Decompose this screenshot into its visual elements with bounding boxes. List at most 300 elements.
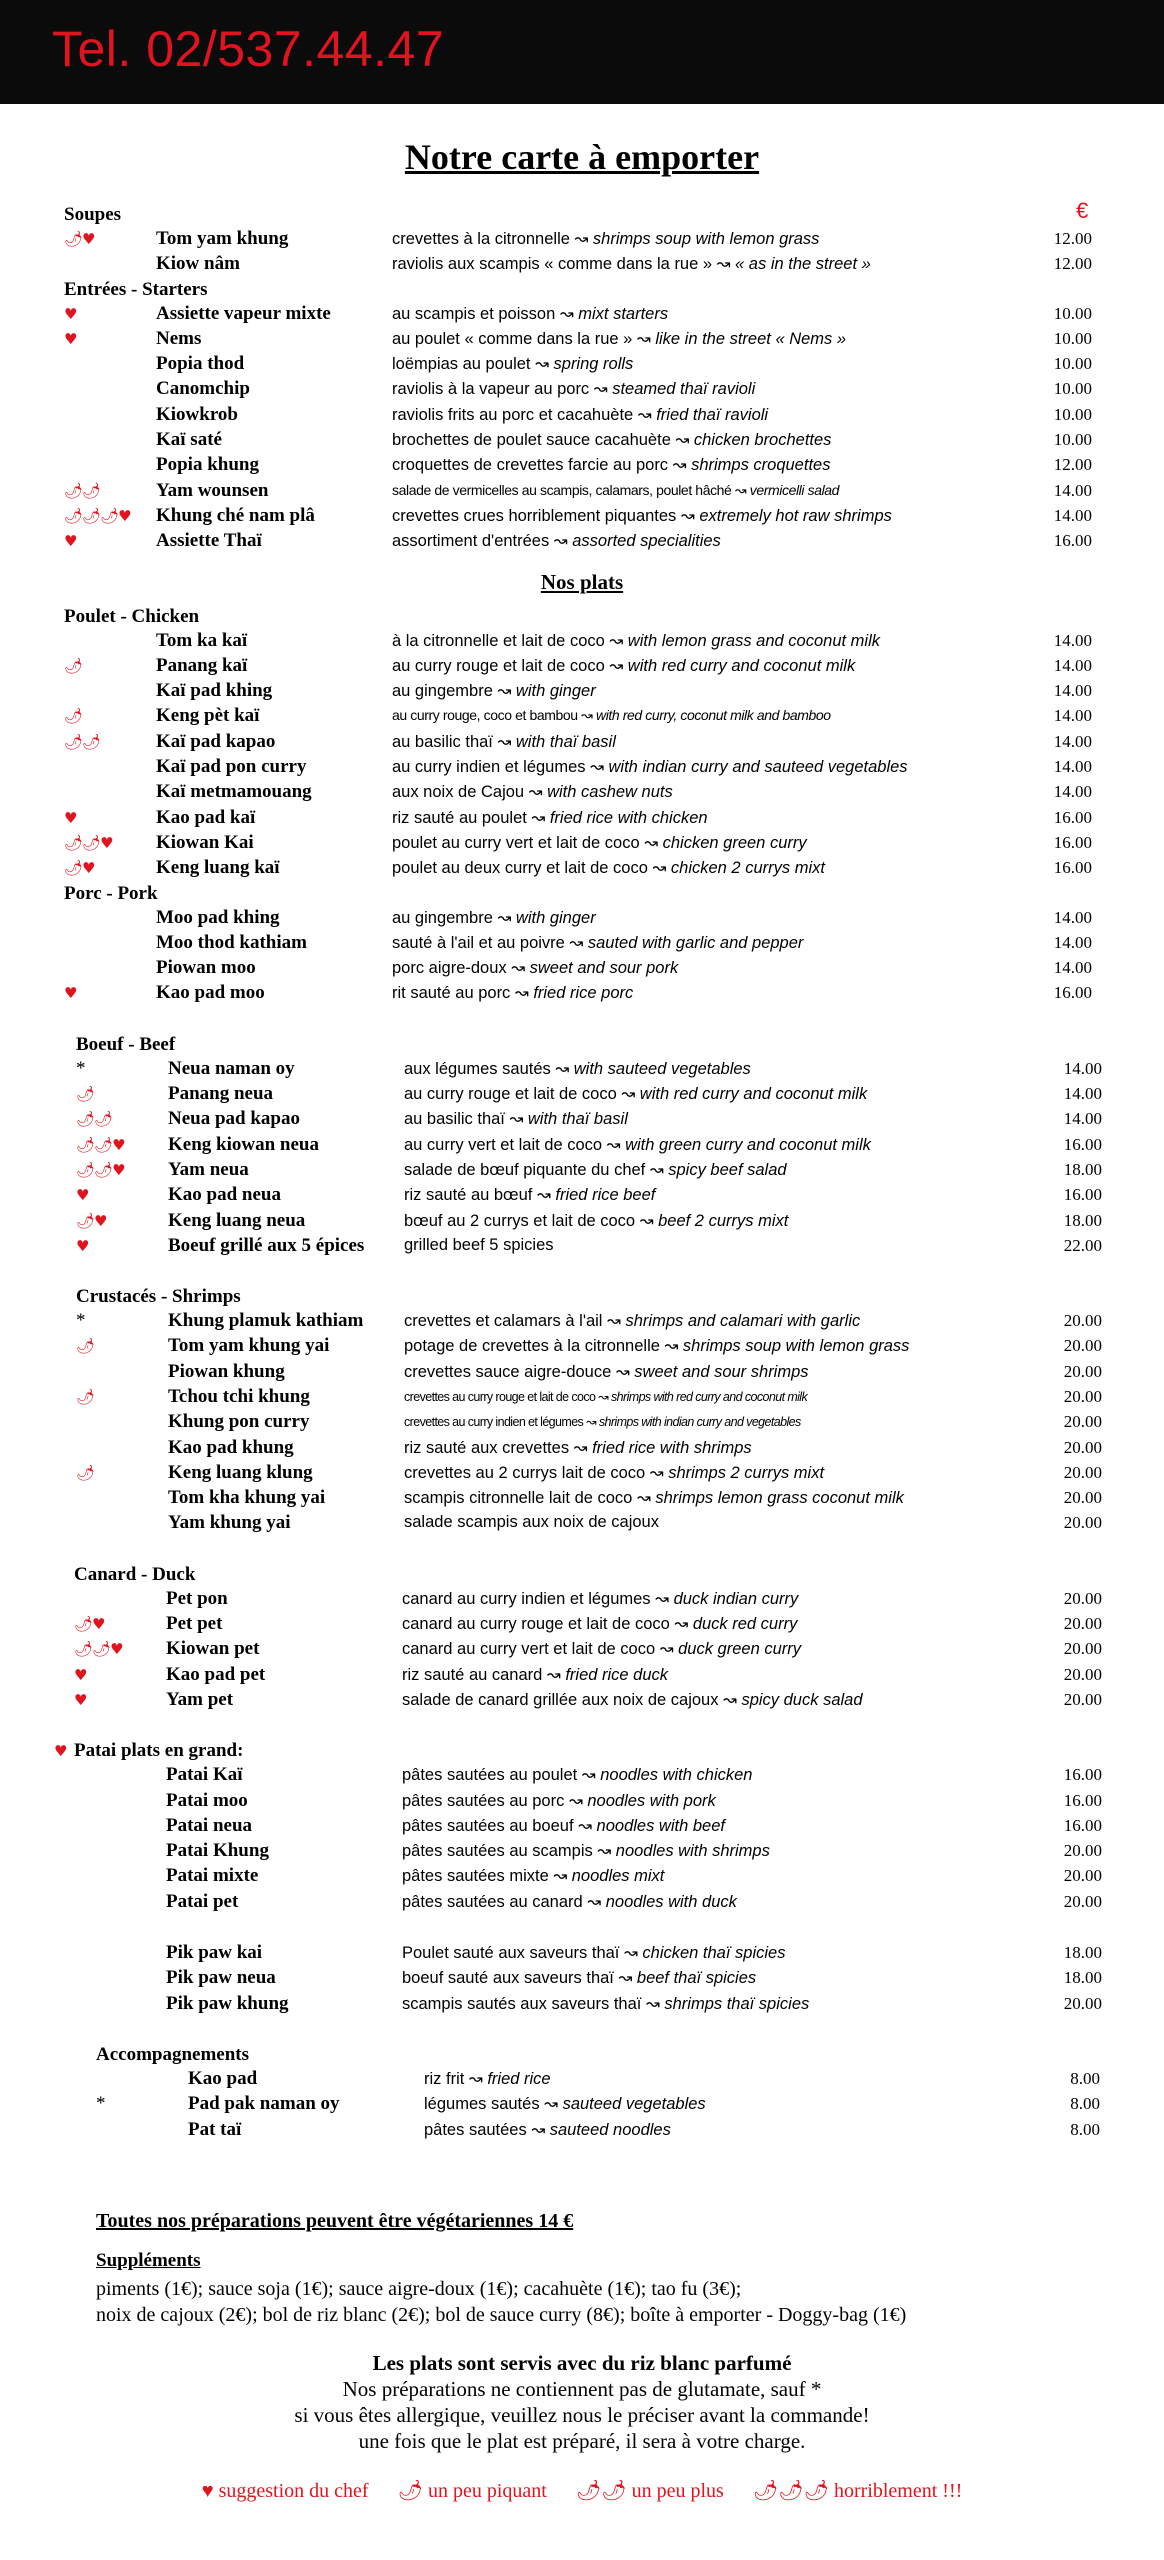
dish-description (402, 1968, 756, 1988)
description-fr: salade de canard grillée aux noix de cajoux ↝ (402, 1690, 742, 1709)
menu-item[interactable] (0, 832, 1164, 857)
dish-description (392, 455, 830, 475)
dish-name: Pad pak naman oy (188, 2093, 340, 2115)
description-en: with indian curry and sauteed vegetables (608, 758, 908, 777)
dish-price: 16.00 (1053, 531, 1092, 551)
menu-item[interactable] (0, 756, 1164, 781)
spice-indicator-icon: 🌶🌶♥ (76, 1160, 125, 1179)
description-en: shrimps 2 currys mixt (668, 1463, 825, 1482)
section-gap (0, 1260, 1164, 1286)
description-en: fried rice with shrimps (592, 1438, 752, 1457)
dish-price: 10.00 (1053, 379, 1092, 399)
description-fr: au curry rouge, coco et bambou ↝ (392, 707, 596, 724)
menu-item[interactable] (0, 1210, 1164, 1235)
description-en: chicken thaï spicies (642, 1944, 786, 1963)
dish-description (392, 254, 871, 274)
spice-indicator-icon: 🌶 (76, 1463, 95, 1482)
menu-item[interactable] (0, 1967, 1164, 1992)
menu-item[interactable] (0, 705, 1164, 730)
menu-item[interactable] (0, 1588, 1164, 1613)
description-en: assorted specialities (572, 532, 721, 551)
description-en: with cashew nuts (547, 783, 673, 802)
menu-item[interactable] (0, 1487, 1164, 1512)
description-en: noodles with beef (596, 1816, 725, 1835)
description-en: fried thaï ravioli (656, 405, 769, 424)
description-en: fried rice duck (565, 1665, 669, 1684)
dish-name: Tchou tchi khung (168, 1385, 310, 1407)
dish-name: Kiowan Kai (156, 831, 254, 853)
description-fr: crevettes crues horriblement piquantes ↝ (392, 506, 700, 525)
dish-name: Neua pad kapao (168, 1108, 300, 1130)
dish-description (404, 1438, 752, 1458)
category-heading (0, 279, 1164, 303)
menu-item[interactable] (0, 378, 1164, 403)
dish-price: 22.00 (1063, 1235, 1102, 1255)
spice-indicator-icon: ♥ (74, 1665, 87, 1684)
dish-name: Kao pad (188, 2067, 258, 2089)
description-en: sweet and sour pork (529, 959, 679, 978)
menu-item[interactable] (0, 1764, 1164, 1789)
section-gap (0, 2018, 1164, 2044)
description-fr: crevettes sauce aigre-douce ↝ (404, 1362, 635, 1381)
menu-item[interactable] (0, 1108, 1164, 1133)
rice-note: Les plats sont servis avec du riz blanc parfumé (372, 2351, 792, 2375)
dish-description (402, 1841, 770, 1861)
description-en: spicy duck salad (741, 1690, 863, 1709)
description-en: shrimps with indian curry and vegetables (598, 1415, 801, 1430)
dish-description (402, 1892, 737, 1912)
menu-item[interactable] (0, 655, 1164, 680)
dish-price: 20.00 (1063, 1361, 1102, 1381)
description-fr: crevettes au curry indien et légumes ↝ (404, 1415, 599, 1430)
dish-name: Moo pad khing (156, 906, 280, 928)
dish-description (392, 707, 831, 724)
dish-price: 16.00 (1063, 1765, 1102, 1785)
dish-name: Assiette Thaï (156, 530, 262, 552)
spice-indicator-icon: 🌶♥ (76, 1211, 107, 1230)
category-title: Boeuf - Beef (76, 1033, 176, 1055)
menu-item[interactable] (0, 781, 1164, 806)
page-title: Notre carte à emporter (404, 137, 760, 177)
description-en: shrimps soup with lemon grass (682, 1337, 910, 1356)
dish-price: 14.00 (1053, 655, 1092, 675)
dish-description (392, 983, 633, 1003)
description-en: with lemon grass and coconut milk (627, 631, 880, 650)
menu-item[interactable] (0, 807, 1164, 832)
description-en: with thaï basil (515, 732, 616, 751)
dish-price: 20.00 (1063, 1614, 1102, 1634)
description-en: chicken 2 currys mixt (670, 859, 825, 878)
section-gap (0, 1008, 1164, 1034)
dish-description (424, 2069, 551, 2089)
description-fr: potage de crevettes à la citronnelle ↝ (404, 1337, 683, 1356)
description-en: duck red curry (692, 1615, 798, 1634)
dish-name: Piowan moo (156, 957, 256, 979)
dish-name: Pik paw khung (166, 1992, 289, 2014)
description-en: shrimps lemon grass coconut milk (655, 1489, 904, 1508)
dish-description (404, 1211, 788, 1231)
menu-item[interactable] (0, 1083, 1164, 1108)
dish-price: 10.00 (1053, 328, 1092, 348)
notes-block (0, 2350, 1164, 2454)
description-fr: poulet au deux curry et lait de coco ↝ (392, 859, 671, 878)
dish-description (402, 1866, 664, 1886)
dish-name: Panang kaï (156, 654, 248, 676)
spice-indicator-icon: 🌶🌶♥ (76, 1135, 125, 1154)
dish-description (424, 2094, 706, 2114)
dish-price: 14.00 (1063, 1109, 1102, 1129)
category-title: Patai plats en grand: (74, 1740, 244, 1762)
spice-indicator-icon: 🌶🌶 (76, 1110, 113, 1129)
description-fr: crevettes et calamars à l'ail ↝ (404, 1312, 626, 1331)
dish-description (392, 933, 803, 953)
menu-item[interactable] (0, 505, 1164, 530)
description-fr: riz sauté au poulet ↝ (392, 808, 550, 827)
currency-symbol: € (1076, 198, 1089, 223)
dish-description (404, 1059, 751, 1079)
description-en: fried rice (487, 2069, 551, 2088)
description-en: duck indian curry (673, 1589, 799, 1608)
menu-item[interactable] (0, 907, 1164, 932)
description-fr: aux légumes sautés ↝ (404, 1059, 574, 1078)
dish-name: Moo thod kathiam (156, 931, 307, 953)
description-fr: au gingembre ↝ (392, 908, 516, 927)
description-fr: grilled beef 5 spicies (404, 1235, 554, 1254)
menu-item[interactable] (0, 1689, 1164, 1714)
dish-price: 16.00 (1053, 858, 1092, 878)
dish-name: Kiowan pet (166, 1638, 260, 1660)
menu-item[interactable] (0, 1462, 1164, 1487)
dish-price: 8.00 (1070, 2094, 1100, 2114)
dish-name: Tom ka kaï (156, 629, 248, 651)
dish-price: 20.00 (1063, 1437, 1102, 1457)
description-en: sauteed noodles (549, 2120, 671, 2139)
spice-indicator-icon: 🌶🌶♥ (64, 833, 113, 852)
description-en: with red curry and coconut milk (627, 656, 856, 675)
spice-indicator-icon: ♥ (64, 808, 77, 827)
menu-item[interactable] (0, 1235, 1164, 1260)
dish-price: 20.00 (1063, 1412, 1102, 1432)
menu-item[interactable] (0, 1638, 1164, 1663)
dish-name: Tom yam khung (156, 228, 289, 249)
menu-item[interactable] (0, 630, 1164, 655)
description-fr: canard au curry vert et lait de coco ↝ (402, 1640, 679, 1659)
description-fr: raviolis frits au porc et cacahuète ↝ (392, 405, 657, 424)
description-fr: crevettes au curry rouge et lait de coco ↝ (404, 1389, 612, 1404)
dish-price: 20.00 (1063, 1513, 1102, 1533)
category-title: Porc - Pork (64, 882, 158, 904)
menu-item[interactable] (0, 1184, 1164, 1209)
description-fr: porc aigre-doux ↝ (392, 959, 530, 978)
menu-item[interactable] (0, 1613, 1164, 1638)
dish-price: 12.00 (1053, 455, 1092, 475)
dish-price: 20.00 (1063, 1336, 1102, 1356)
description-fr: au basilic thaï ↝ (404, 1110, 528, 1129)
description-fr: salade scampis aux noix de cajoux (404, 1513, 659, 1532)
spice-indicator-icon: 🌶♥ (74, 1615, 105, 1634)
dish-description (404, 1109, 628, 1129)
description-fr: loëmpias au poulet ↝ (392, 355, 554, 374)
dish-description (424, 2120, 671, 2140)
menu-item[interactable] (0, 1386, 1164, 1411)
dish-name: Panang neua (168, 1083, 274, 1105)
dish-description (404, 1185, 655, 1205)
dish-price: 20.00 (1063, 1311, 1102, 1331)
dish-description (392, 405, 768, 425)
dish-price: 18.00 (1063, 1159, 1102, 1179)
menu-item[interactable] (0, 228, 1164, 253)
spice-indicator-icon: 🌶 (76, 1387, 95, 1406)
category-heading (0, 1034, 1164, 1058)
menu-item[interactable] (0, 1815, 1164, 1840)
category-heading (0, 204, 1164, 228)
description-fr: au scampis et poisson ↝ (392, 304, 579, 323)
dish-price: 20.00 (1063, 1488, 1102, 1508)
description-fr: au curry rouge et lait de coco ↝ (392, 656, 628, 675)
description-fr: bœuf au 2 currys et lait de coco ↝ (404, 1211, 659, 1230)
description-en: beef 2 currys mixt (658, 1211, 789, 1230)
dish-description (392, 379, 755, 399)
description-fr: riz sauté aux crevettes ↝ (404, 1438, 593, 1457)
description-en: extremely hot raw shrimps (699, 506, 892, 525)
description-en: duck green curry (678, 1640, 802, 1659)
description-en: steamed thaï ravioli (612, 380, 756, 399)
dish-price: 12.00 (1053, 254, 1092, 274)
description-en: spicy beef salad (668, 1160, 787, 1179)
dish-price: 16.00 (1063, 1815, 1102, 1835)
description-fr: brochettes de poulet sauce cacahuète ↝ (392, 431, 694, 450)
supplements-line-2: noix de cajoux (2€); bol de riz blanc (2€); bol de sauce curry (8€); boîte à emporter - Doggy-bag (1€) (96, 2304, 907, 2326)
spice-indicator-icon: 🌶♥ (64, 230, 95, 248)
description-fr: canard au curry rouge et lait de coco ↝ (402, 1615, 693, 1634)
dish-price: 14.00 (1053, 630, 1092, 650)
description-fr: raviolis aux scampis « comme dans la rue » ↝ (392, 255, 736, 274)
description-en: with sauteed vegetables (573, 1059, 751, 1078)
dish-price: 14.00 (1053, 782, 1092, 802)
description-fr: au curry rouge et lait de coco ↝ (404, 1085, 640, 1104)
legend (0, 2478, 1164, 2503)
dish-price: 18.00 (1063, 1210, 1102, 1230)
description-fr: salade de vermicelles au scampis, calamars, poulet hâché ↝ (392, 481, 750, 498)
dish-name: Kiow nâm (156, 253, 240, 275)
section-gap (0, 1916, 1164, 1942)
dish-price: 10.00 (1053, 303, 1092, 323)
menu-item[interactable] (0, 1993, 1164, 2018)
description-fr: crevettes à la citronnelle ↝ (392, 230, 593, 248)
dish-price: 14.00 (1053, 480, 1092, 500)
section-gap (0, 1714, 1164, 1740)
description-fr: pâtes sautées au poulet ↝ (402, 1766, 601, 1785)
description-fr: croquettes de crevettes farcie au porc ↝ (392, 456, 692, 475)
dish-description (392, 304, 668, 324)
dish-name: Patai mixte (166, 1865, 259, 1887)
dish-name: Patai neua (166, 1814, 253, 1836)
menu-item[interactable] (0, 404, 1164, 429)
description-fr: scampis sautés aux saveurs thaï ↝ (402, 1994, 665, 2013)
vegetarian-note: Toutes nos préparations peuvent être végétariennes 14 € (96, 2210, 574, 2232)
menu-item[interactable] (0, 1437, 1164, 1462)
menu-item[interactable] (0, 1865, 1164, 1890)
dish-name: Yam neua (168, 1158, 249, 1180)
dish-description (404, 1135, 871, 1155)
dish-description (404, 1336, 909, 1356)
dish-description (404, 1236, 554, 1255)
spice-indicator-icon: 🌶🌶 (64, 481, 101, 500)
dish-description (404, 1160, 787, 1180)
menu-item[interactable] (0, 857, 1164, 882)
description-fr: aux noix de Cajou ↝ (392, 783, 548, 802)
menu-item[interactable] (0, 454, 1164, 479)
dish-description (404, 1362, 809, 1382)
dish-description (392, 732, 616, 752)
menu-item[interactable] (0, 1361, 1164, 1386)
dish-description (402, 1994, 809, 2014)
dish-description (392, 958, 678, 978)
dish-price: 20.00 (1063, 1841, 1102, 1861)
dish-price: 16.00 (1063, 1134, 1102, 1154)
description-en: shrimps thaï spicies (664, 1994, 810, 2013)
menu-item[interactable] (0, 1134, 1164, 1159)
dish-name: Kaï pad kapao (156, 730, 276, 752)
description-fr: canard au curry indien et légumes ↝ (402, 1589, 674, 1608)
section-gap (0, 1538, 1164, 1564)
dish-price: 16.00 (1053, 832, 1092, 852)
dish-price: 14.00 (1053, 958, 1092, 978)
menu-item[interactable] (0, 253, 1164, 278)
menu-item[interactable] (0, 1310, 1164, 1335)
dish-price: 18.00 (1063, 1968, 1102, 1988)
dish-name: Kaï metmamouang (156, 781, 312, 803)
spice-indicator-icon: ♥ (64, 532, 77, 551)
dish-description (392, 808, 708, 828)
dish-name: Popia thod (156, 353, 245, 375)
description-en: vermicelli salad (749, 481, 840, 498)
spice-indicator-icon: ♥ (64, 304, 77, 323)
description-en: with red curry and coconut milk (639, 1085, 868, 1104)
description-fr: au poulet « comme dans la rue » ↝ (392, 329, 656, 348)
dish-description (402, 1791, 716, 1811)
dish-description (392, 782, 673, 802)
dish-description (392, 430, 831, 450)
menu-item[interactable] (0, 2093, 1164, 2118)
dish-name: Kaï saté (156, 429, 222, 451)
menu-item[interactable] (0, 1512, 1164, 1537)
dish-price: 14.00 (1053, 505, 1092, 525)
menu-item[interactable] (0, 1411, 1164, 1436)
description-en: shrimps croquettes (691, 456, 831, 475)
menu-item[interactable] (0, 328, 1164, 353)
dish-name: Patai Khung (166, 1840, 269, 1862)
category-heading (0, 2044, 1164, 2068)
description-en: fried rice porc (533, 984, 634, 1003)
dish-name: Pik paw neua (166, 1967, 276, 1989)
legend-hot: 🌶🌶🌶 horriblement !!! (752, 2480, 963, 2502)
menu-item[interactable] (0, 429, 1164, 454)
spice-indicator-icon: ♥ (76, 1186, 89, 1205)
dish-description (402, 1589, 798, 1609)
spice-indicator-icon: 🌶 (76, 1085, 95, 1104)
category-heading (0, 1286, 1164, 1310)
menu-item[interactable] (0, 1159, 1164, 1184)
dish-name: Tom yam khung yai (168, 1335, 330, 1357)
dish-description (392, 506, 892, 526)
dish-name: Tom kha khung yai (168, 1487, 326, 1509)
description-en: with ginger (515, 682, 596, 701)
menu-item[interactable] (0, 731, 1164, 756)
description-fr: au curry indien et légumes ↝ (392, 758, 609, 777)
dish-name: Kao pad khung (168, 1436, 294, 1458)
dish-price: 20.00 (1063, 1891, 1102, 1911)
dish-description (392, 858, 825, 878)
dish-price: 14.00 (1053, 907, 1092, 927)
description-en: with thaï basil (527, 1110, 628, 1129)
dish-name: Pik paw kai (166, 1942, 263, 1964)
menu-item[interactable] (0, 530, 1164, 555)
dish-description (392, 631, 880, 651)
dish-name: Khung pon curry (168, 1411, 310, 1433)
spice-indicator-icon: 🌶🌶🌶♥ (64, 506, 131, 525)
menu-item[interactable] (0, 303, 1164, 328)
menu-item[interactable] (0, 1664, 1164, 1689)
menu-item[interactable] (0, 680, 1164, 705)
menu-item[interactable] (0, 982, 1164, 1007)
dish-description (404, 1463, 824, 1483)
dish-description (402, 1765, 752, 1785)
dish-name: Boeuf grillé aux 5 épices (168, 1234, 365, 1256)
spice-indicator-icon: 🌶 (76, 1337, 95, 1356)
dish-price: 16.00 (1063, 1790, 1102, 1810)
dish-description (402, 1639, 801, 1659)
description-en: fried rice beef (555, 1186, 656, 1205)
description-en: shrimps with red curry and coconut milk (611, 1389, 808, 1404)
menu-item[interactable] (0, 1942, 1164, 1967)
menu-item[interactable] (0, 957, 1164, 982)
description-en: noodles with pork (587, 1791, 716, 1810)
menu-item[interactable] (0, 480, 1164, 505)
dish-price: 8.00 (1070, 2119, 1100, 2139)
menu-item[interactable] (0, 1840, 1164, 1865)
dish-name: Kao pad moo (156, 982, 265, 1004)
dish-price: 14.00 (1053, 757, 1092, 777)
menu-item[interactable] (0, 1891, 1164, 1916)
description-en: like in the street « Nems » (655, 329, 847, 348)
dish-description (404, 1488, 904, 1508)
description-fr: assortiment d'entrées ↝ (392, 532, 573, 551)
menu-item[interactable] (0, 2068, 1164, 2093)
menu-item[interactable] (0, 932, 1164, 957)
dish-name: Pet pet (166, 1613, 223, 1635)
menu-item[interactable] (0, 1335, 1164, 1360)
dish-name: Nems (156, 327, 202, 349)
dish-price: 16.00 (1053, 983, 1092, 1003)
menu-item[interactable] (0, 1058, 1164, 1083)
dish-description (392, 531, 721, 551)
phone-number[interactable]: Tel. 02/537.44.47 (52, 21, 445, 77)
menu-item[interactable] (0, 353, 1164, 378)
menu-item[interactable] (0, 2119, 1164, 2144)
dish-price: 14.00 (1053, 932, 1092, 952)
description-fr: au gingembre ↝ (392, 682, 516, 701)
menu-item[interactable] (0, 1790, 1164, 1815)
description-en: sauteed vegetables (562, 2095, 706, 2114)
dish-description (392, 482, 839, 499)
no-msg-marker: * (76, 1310, 85, 1332)
no-msg-marker: * (96, 2093, 105, 2115)
dish-price: 14.00 (1063, 1084, 1102, 1104)
legend-mild: 🌶 un peu piquant (397, 2480, 547, 2502)
description-fr: boeuf sauté aux saveurs thaï ↝ (402, 1969, 637, 1988)
dish-description (402, 1665, 668, 1685)
